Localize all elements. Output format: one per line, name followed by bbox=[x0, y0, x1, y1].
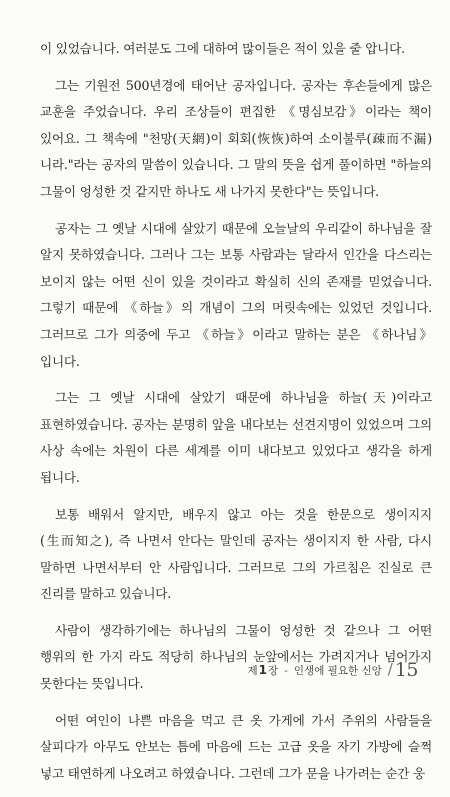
page-body bbox=[40, 36, 432, 797]
paragraph-3: 공자는 그 옛날 시대에 살았기 때문에 오늘날의 우리같이 하나님을 잘 알지 못하였습니다. 그러나 그는 보통 사람과는 달라서 인간을 다스리는 보이지 않는 어떤 신이 있을 것이라고 확실히 신의 존재를 믿었습니다. 그렇기 때문에 《하늘》의 개념이 그의 머릿속에는 있었던 것입니다. 그러므로 그가 의중에 두고 《하늘》이라고 말하는 분은 《하나님》입니다. bbox=[40, 220, 432, 369]
paragraph-4: 그는 그 옛날 시대에 살았기 때문에 하나님을 하늘(天)이라고 표현하였습니다. 공자는 분명히 앞을 내다보는 선견지명이 있었으며 그의 사상 속에는 차원이 다른 세계를 이미 내다보고 있었다고 생각을 하게 됩니다. bbox=[40, 390, 432, 485]
footer-separator: - bbox=[284, 665, 288, 677]
chapter-suffix: 장 bbox=[267, 665, 279, 677]
paragraph-7: 어떤 여인이 나쁜 마음을 먹고 큰 옷 가게에 가서 주위의 사람들을 살피다가 아무도 안보는 틈에 마음에 드는 고급 옷을 자기 가방에 슬쩍 넣고 태연하게 나오려고 하였습니다. 그런데 그가 문을 나가려는 순간 웅 bbox=[40, 712, 432, 781]
page-footer bbox=[247, 659, 418, 681]
paragraph-6: 사람이 생각하기에는 하나님의 그물이 엉성한 것 같으나 그 어떤 행위의 한 가지 라도 적당히 하나님의 눈앞에서는 가려지거나 넘어가지 못한다는 뜻입니다. bbox=[40, 622, 432, 692]
paragraph-5: 보통 배워서 알지만, 배우지 않고 아는 것을 한문으로 생이지지(生而知之), 즉 나면서 안다는 말인데 공자는 생이지지 한 사람, 다시 말하면 나면서부터 안 사람입니다. 그러므로 그의 가르침은 진실로 큰 진리를 말하고 있습니다. bbox=[40, 506, 432, 602]
chapter-number: 1 bbox=[258, 663, 267, 677]
paragraph-2: 그는 기원전 500년경에 태어난 공자입니다. 공자는 후손들에게 많은 교훈을 주었습니다. 우리 조상들이 편집한 《명심보감》이라는 책이 있어요. 그 책속에 "천망(天網)이 회회(恢恢)하여 소이불루(疎而不漏)니라."라는 공자의 말씀이 있습니다. 그 말의 뜻을 쉽게 풀이하면 "하늘의 그물이 엉성한 것 같지만 하나도 새 나가지 못한다"는 뜻입니다. bbox=[40, 77, 432, 199]
page-number: 15 bbox=[394, 659, 418, 681]
chapter-prefix: 제 bbox=[247, 665, 258, 677]
footer-slash: / bbox=[387, 660, 393, 678]
paragraph-1: 이 있었습니다. 여러분도 그에 대하여 많이들은 적이 있을 줄 압니다. bbox=[40, 41, 405, 56]
chapter-title: 인생에 필요한 신앙 bbox=[293, 665, 382, 677]
